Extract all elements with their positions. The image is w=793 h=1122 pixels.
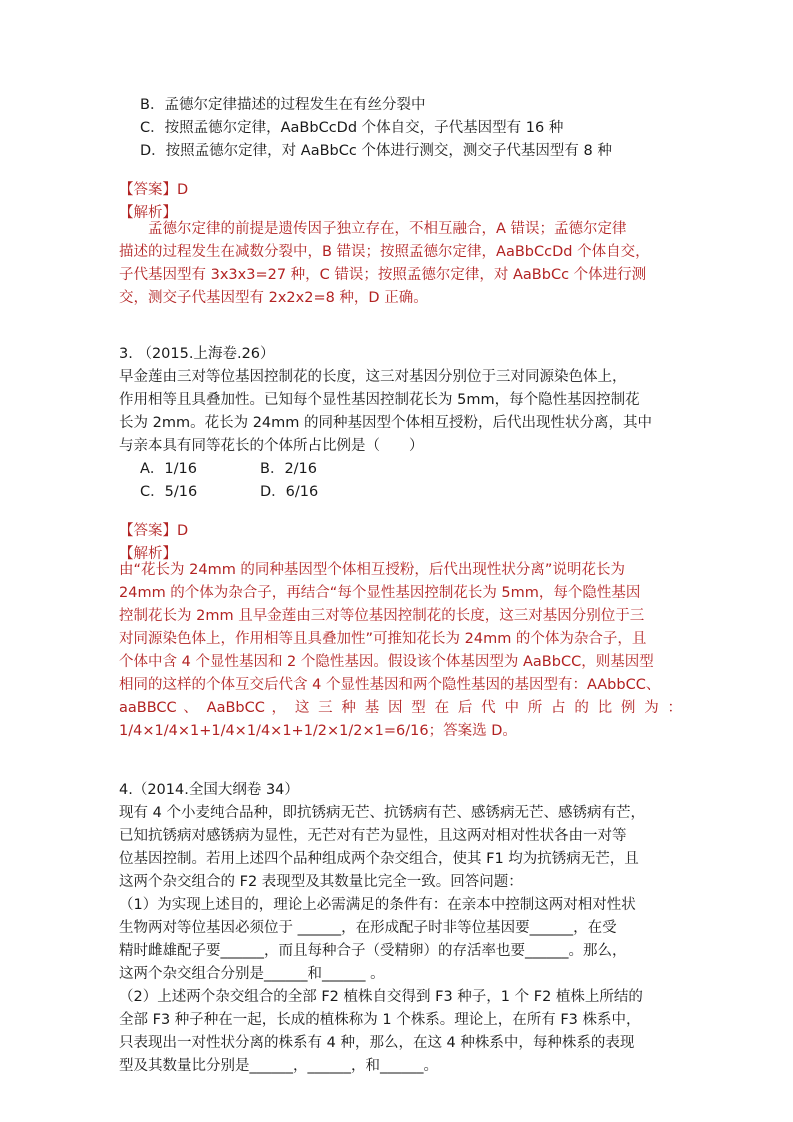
q3-analysis-line: 相同的这样的个体互交后代含 4 个显性基因和两个隐性基因的基因型有：AAbbCC、 xyxy=(119,677,661,693)
q4-stem-line: 这两个杂交组合的 F2 表现型及其数量比完全一致。回答问题： xyxy=(119,874,523,890)
q3-option-a: A．1/16 xyxy=(140,461,197,477)
q3-option-b: B．2/16 xyxy=(260,461,318,477)
q3-stem-line: 与亲本具有同等花长的个体所占比例是（ ） xyxy=(119,438,424,454)
q2-analysis-line: 子代基因型有 3x3x3=27 种，C 错误；按照孟德尔定律，对 AaBbCc 个体进行测 xyxy=(119,267,647,283)
q4-stem-line: （1）为实现上述目的，理论上必需满足的条件有：在亲本中控制这两对相对性状 xyxy=(119,897,636,913)
q3-option-c: C．5/16 xyxy=(140,484,198,500)
q2-option-b: B．孟德尔定律描述的过程发生在有丝分裂中 xyxy=(140,97,426,113)
q3-analysis-label: 【解析】 xyxy=(119,546,177,562)
q2-option-d: D．按照孟德尔定律，对 AaBbCc 个体进行测交，测交子代基因型有 8 种 xyxy=(140,143,612,159)
q3-analysis-line: 个体中含 4 个显性基因和 2 个隐性基因。假设该个体基因型为 AaBbCC，则基因型 xyxy=(119,654,654,670)
q2-analysis-line: 孟德尔定律的前提是遗传因子独立存在，不相互融合，A 错误；孟德尔定律 xyxy=(148,221,627,237)
q4-stem-line: 位基因控制。若用上述四个品种组成两个杂交组合，使其 F1 均为抗锈病无芒，且 xyxy=(119,851,639,867)
q4-stem-line: （2）上述两个杂交组合的全部 F2 植株自交得到 F3 种子，1 个 F2 植株上所结的 xyxy=(119,989,643,1005)
q3-analysis-line: 24mm 的个体为杂合子，再结合“每个显性基因控制花长为 5mm，每个隐性基因 xyxy=(119,585,641,601)
q3-analysis-line: 对同源染色体上，作用相等且具叠加性”可推知花长为 24mm 的个体为杂合子，且 xyxy=(119,631,647,647)
q3-analysis-line: 控制花长为 2mm 且早金莲由三对等位基因控制花的长度，这三对基因分别位于三 xyxy=(119,608,645,624)
q4-stem-line: 生物两对等位基因必须位于 ______，在形成配子时非等位基因要______，在受 xyxy=(119,920,617,936)
q4-source: 4.（2014.全国大纲卷 34） xyxy=(119,782,299,798)
q3-source: 3. （2015.上海卷.26） xyxy=(119,346,275,362)
q3-stem-line: 长为 2mm。花长为 24mm 的同种基因型个体相互授粉，后代出现性状分离，其中 xyxy=(119,415,652,431)
q3-analysis-line: 由“花长为 24mm 的同种基因型个体相互授粉，后代出现性状分离”说明花长为 xyxy=(119,562,625,578)
q3-analysis-line: 1/4×1/4×1+1/4×1/4×1+1/2×1/2×1=6/16；答案选 D。 xyxy=(119,723,517,739)
q2-option-c: C．按照孟德尔定律，AaBbCcDd 个体自交，子代基因型有 16 种 xyxy=(140,120,564,136)
q4-stem-line: 型及其数量比分别是______，______，和______。 xyxy=(119,1058,438,1074)
q3-option-d: D．6/16 xyxy=(260,484,319,500)
q4-stem-line: 已知抗锈病对感锈病为显性，无芒对有芒为显性，且这两对相对性状各由一对等 xyxy=(119,828,627,844)
q4-stem-line: 精时雌雄配子要______，而且每种合子（受精卵）的存活率也要______。那么， xyxy=(119,943,627,959)
q3-analysis-line: aaBBCC 、 AaBbCC ， 这 三 种 基 因 型 在 后 代 中 所 占 的 比 例 为 ： xyxy=(119,700,682,716)
q3-stem-line: 作用相等且具叠加性。已知每个显性基因控制花长为 5mm，每个隐性基因控制花 xyxy=(119,392,640,408)
q4-stem-line: 只表现出一对性状分离的株系有 4 种，那么，在这 4 种株系中，每种株系的表现 xyxy=(119,1035,635,1051)
q2-analysis-line: 描述的过程发生在减数分裂中，B 错误；按照孟德尔定律，AaBbCcDd 个体自交， xyxy=(119,244,650,260)
q2-analysis-line: 交，测交子代基因型有 2x2x2=8 种，D 正确。 xyxy=(119,290,428,306)
q3-stem-line: 早金莲由三对等位基因控制花的长度，这三对基因分别位于三对同源染色体上， xyxy=(119,369,627,385)
q4-stem-line: 现有 4 个小麦纯合品种，即抗锈病无芒、抗锈病有芒、感锈病无芒、感锈病有芒， xyxy=(119,805,645,821)
q2-answer: 【答案】D xyxy=(119,182,189,198)
q3-answer: 【答案】D xyxy=(119,523,189,539)
q4-stem-line: 这两个杂交组合分别是______和______ 。 xyxy=(119,966,385,982)
q2-analysis-label: 【解析】 xyxy=(119,205,177,221)
q4-stem-line: 全部 F3 种子种在一起，长成的植株称为 1 个株系。理论上，在所有 F3 株系中， xyxy=(119,1012,641,1028)
